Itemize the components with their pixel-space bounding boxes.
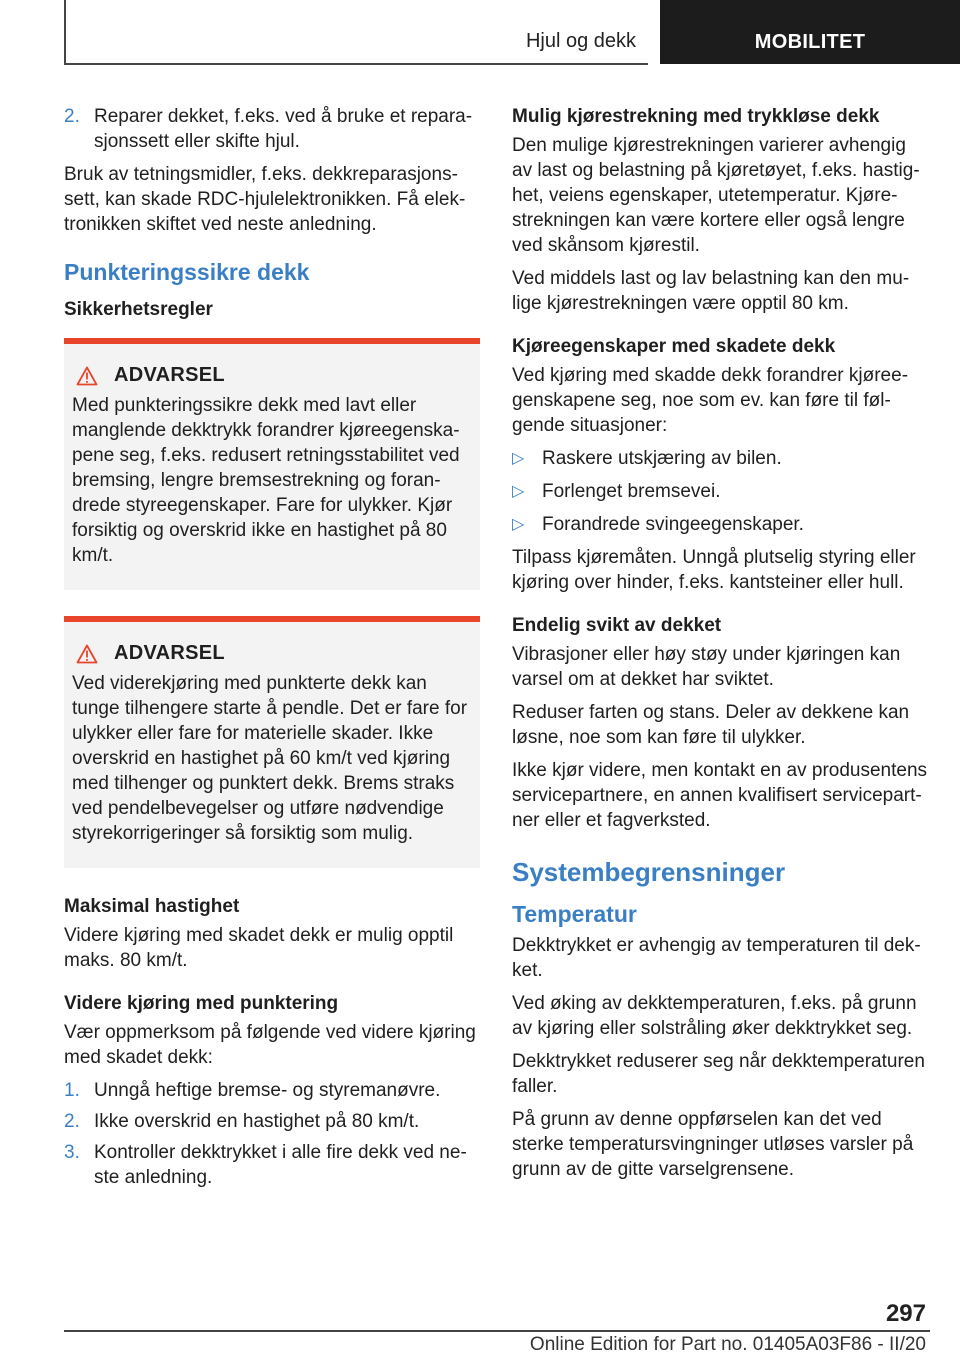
subheading-possible-range: Mulig kjørestrekning med trykkløse dekk bbox=[512, 106, 880, 127]
list-text: Ikke overskrid en hastighet på 80 km/t. bbox=[94, 1111, 420, 1132]
repair-step-list bbox=[64, 104, 480, 154]
list-text: Forandrede svingeegenskaper. bbox=[542, 514, 804, 535]
list-item bbox=[64, 104, 480, 154]
list-text: Raskere utskjæring av bilen. bbox=[542, 448, 782, 469]
bullet-triangle-icon: ▷ bbox=[512, 516, 525, 533]
paragraph-further-driving: Vær oppmerksom på følgende ved videre kjøring med skadet dekk: bbox=[64, 1022, 476, 1068]
header-section-title: Hjul og dekk bbox=[525, 30, 636, 52]
warning-box-1 bbox=[64, 338, 480, 590]
paragraph-max-speed: Videre kjøring med skadet dekk er mulig opptil maks. 80 km/t. bbox=[64, 925, 454, 971]
heading-system-limits: Systembegrensninger bbox=[512, 857, 786, 887]
warning-triangle-icon bbox=[76, 366, 98, 386]
warning-text: Med punkteringssikre dekk med lavt eller manglende dekktrykk forandrer kjøreegenskapene seg, f.eks. redusert retningsstabilitet ved bremsing, lengre bremsestrekning og forandrede styreegenskaper. Fare for ulykker. Kjør forsiktig og overskrid ikke en hastighet på 80 km/t. bbox=[72, 395, 460, 566]
heading-temperature: Temperatur bbox=[512, 901, 637, 927]
warning-title: ADVARSEL bbox=[114, 364, 225, 386]
left-column bbox=[64, 104, 480, 1198]
paragraph-temp-4: På grunn av denne oppførselen kan det ved sterke temperatursvingninger utløses varsler på grunn av de gitte varselgrensene. bbox=[512, 1109, 914, 1180]
warning-box-2 bbox=[64, 616, 480, 868]
paragraph-failure-1: Vibrasjoner eller høy støy under kjøringen kan varsel om at dekket har sviktet. bbox=[512, 644, 901, 690]
footer-rule bbox=[64, 1330, 930, 1332]
list-item bbox=[512, 479, 928, 504]
bullet-triangle-icon: ▷ bbox=[512, 450, 525, 467]
paragraph-range-2: Ved middels last og lav belastning kan den mulige kjørestrekningen være opptil 80 km. bbox=[512, 268, 910, 314]
list-item bbox=[64, 1140, 480, 1190]
list-number: 2. bbox=[64, 106, 80, 127]
subheading-max-speed: Maksimal hastighet bbox=[64, 896, 240, 917]
paragraph-failure-2: Reduser farten og stans. Deler av dekkene kan løsne, noe som kan føre til ulykker. bbox=[512, 702, 910, 748]
paragraph-temp-3: Dekktrykket reduserer seg når dekktemperaturen faller. bbox=[512, 1051, 925, 1097]
paragraph-handling: Ved kjøring med skadde dekk forandrer kjøreegenskapene seg, noe som ev. kan føre til følgende situasjoner: bbox=[512, 365, 909, 436]
list-number: 1. bbox=[64, 1080, 80, 1101]
paragraph-temp-1: Dekktrykket er avhengig av temperaturen til dekket. bbox=[512, 935, 921, 981]
list-item bbox=[64, 1109, 480, 1134]
list-item bbox=[512, 446, 928, 471]
footer-edition: Online Edition for Part no. 01405A03F86 - II/20 bbox=[529, 1334, 926, 1355]
paragraph-adjust: Tilpass kjøremåten. Unngå plutselig styring eller kjøring over hinder, f.eks. kantsteiner eller hull. bbox=[512, 547, 916, 593]
further-driving-steps bbox=[64, 1078, 480, 1190]
right-column bbox=[512, 104, 928, 1190]
list-text: Kontroller dekktrykket i alle fire dekk ved neste anledning. bbox=[94, 1142, 467, 1188]
list-text: Forlenget bremsevei. bbox=[542, 481, 721, 502]
bullet-triangle-icon: ▷ bbox=[512, 483, 525, 500]
paragraph-temp-2: Ved øking av dekktemperaturen, f.eks. på grunn av kjøring eller solstråling øker dekktrykket seg. bbox=[512, 993, 917, 1039]
list-text: Reparer dekket, f.eks. ved å bruke et reparasjonssett eller skifte hjul. bbox=[94, 106, 473, 152]
warning-triangle-icon bbox=[76, 644, 98, 664]
paragraph-range-1: Den mulige kjørestrekningen varierer avhengig av last og belastning på kjøretøyet, f.eks. hastighet, veiens egenskaper, utetemperatur. Kjørestrekningen kan være kortere eller også lengre ved skånsom kjørestil. bbox=[512, 135, 920, 256]
page-number: 297 bbox=[885, 1300, 926, 1327]
paragraph-failure-3: Ikke kjør videre, men kontakt en av produsentens servicepartnere, en annen kvalifisert servicepartner eller et fagverksted. bbox=[512, 760, 928, 831]
list-number: 3. bbox=[64, 1142, 80, 1163]
warning-text: Ved viderekjøring med punkterte dekk kan tunge tilhengere starte å pendle. Det er fare for ulykker eller fare for materielle skader. Ikke overskrid en hastighet på 60 km/t ved kjøring med tilhenger og punktert dekk. Brems straks ved pendelbevegelser og utføre nødvendige styrekorrigeringer så forsiktig som mulig. bbox=[72, 673, 468, 844]
subheading-tire-failure: Endelig svikt av dekket bbox=[512, 615, 722, 636]
subheading-further-driving: Videre kjøring med punktering bbox=[64, 993, 339, 1014]
warning-title: ADVARSEL bbox=[114, 642, 225, 664]
handling-bullets bbox=[512, 446, 928, 537]
subheading-handling: Kjøreegenskaper med skadete dekk bbox=[512, 336, 836, 357]
heading-runflat-tires: Punkteringssikre dekk bbox=[64, 259, 310, 285]
list-item bbox=[512, 512, 928, 537]
list-item bbox=[64, 1078, 480, 1103]
header-chapter-tab: MOBILITET bbox=[660, 0, 960, 64]
paragraph-sealant: Bruk av tetningsmidler, f.eks. dekkreparasjonssett, kan skade RDC-hjulelektronikken. Få elektronikken skiftet ved neste anledning. bbox=[64, 164, 466, 235]
list-number: 2. bbox=[64, 1111, 80, 1132]
subheading-safety-rules: Sikkerhetsregler bbox=[64, 299, 213, 320]
header-rule-vertical bbox=[64, 0, 66, 64]
header-rule-horizontal bbox=[64, 63, 648, 65]
list-text: Unngå heftige bremse- og styremanøvre. bbox=[94, 1080, 441, 1101]
